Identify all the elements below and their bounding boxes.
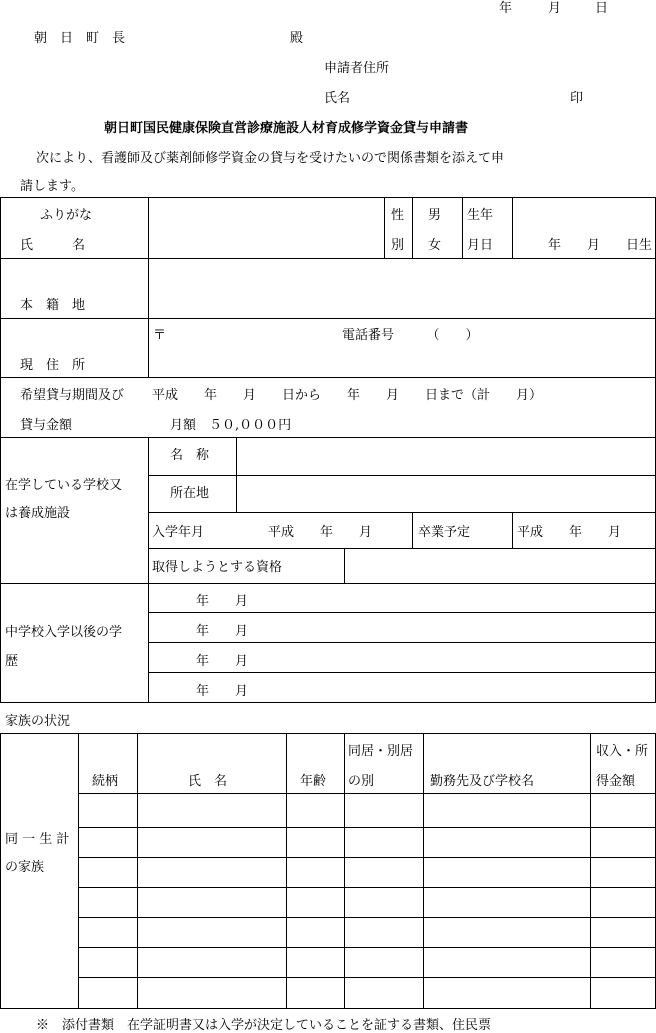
attachment-footnote: ※ 添付書類 在学証明書又は入学が決定していることを証する書類、住民票 (36, 1018, 492, 1033)
name-label: 氏 名 (20, 238, 86, 253)
col-income-header-2: 得金額 (596, 774, 636, 789)
phone-label: 電話番号 （ ） (342, 328, 479, 343)
intro-line-1: 次により、看護師及び薬剤師修学資金の貸与を受けたいので関係書類を添えて申 (36, 151, 505, 166)
history-row[interactable]: 年 月 (196, 594, 249, 609)
family-side-label-1: 同 一 生 計 (5, 832, 70, 847)
intro-line-2: 請します。 (20, 179, 84, 194)
date-year-label: 年 (499, 1, 513, 16)
qualification-label: 取得しようとする資格 (152, 560, 283, 575)
honorific: 殿 (290, 31, 304, 46)
history-row[interactable]: 年 月 (196, 624, 249, 639)
col-relation-header: 続柄 (92, 774, 119, 789)
col-income-header-1: 収入・所 (596, 744, 649, 759)
name-field[interactable] (150, 199, 382, 257)
graduation-value[interactable]: 平成 年 月 (517, 525, 622, 540)
graduation-label: 卒業予定 (418, 525, 471, 540)
enroll-label: 入学年月 (152, 525, 205, 540)
qualification-field[interactable] (346, 550, 654, 582)
history-label-2: 歴 (5, 654, 19, 669)
birth-label-1: 生年 (467, 208, 494, 223)
sex-label-2: 別 (391, 238, 405, 253)
sex-option-male[interactable]: 男 (428, 208, 442, 223)
period-value[interactable]: 平成 年 月 日から 年 月 日まで（計 月） (152, 388, 543, 403)
history-row[interactable]: 年 月 (196, 654, 249, 669)
sex-label-1: 性 (391, 208, 405, 223)
col-cohabit-header-1: 同居・別居 (348, 744, 414, 759)
history-row[interactable]: 年 月 (196, 684, 249, 699)
school-location-label: 所在地 (170, 486, 210, 501)
period-label-2: 貸与金額 (20, 418, 73, 433)
date-day-label: 日 (595, 1, 609, 16)
postal-mark: 〒 (153, 328, 167, 343)
addressee: 朝 日 町 長 (34, 31, 126, 46)
sex-option-female[interactable]: 女 (428, 238, 442, 253)
history-label-1: 中学校入学以後の学 (5, 625, 123, 640)
col-work-header: 勤務先及び学校名 (430, 774, 535, 789)
school-label-2: は養成施設 (5, 506, 71, 521)
birth-label-2: 月日 (467, 238, 494, 253)
col-age-header: 年齢 (300, 774, 327, 789)
col-name-header: 氏 名 (188, 774, 228, 789)
domicile-label: 本 籍 地 (20, 298, 86, 313)
domicile-field[interactable] (150, 260, 654, 317)
school-name-label: 名 称 (170, 448, 210, 463)
date-month-label: 月 (548, 1, 562, 16)
period-label-1: 希望貸与期間及び (20, 388, 125, 403)
school-label-1: 在学している学校又 (5, 478, 123, 493)
document-title: 朝日町国民健康保険直営診療施設人材育成修学資金貸与申請書 (104, 121, 469, 136)
address-label: 現 住 所 (20, 358, 86, 373)
birth-date-value[interactable]: 年 月 日生 (548, 238, 653, 253)
seal-mark: 印 (570, 91, 584, 106)
applicant-name-label: 氏名 (324, 91, 351, 106)
applicant-address-label: 申請者住所 (324, 61, 390, 76)
enroll-value[interactable]: 平成 年 月 (268, 525, 373, 540)
family-section-title: 家族の状況 (5, 714, 71, 729)
furigana-label: ふりがな (40, 208, 93, 223)
amount-value: 月額 ５０,０００円 (170, 418, 292, 433)
family-side-label-2: の家族 (5, 860, 45, 875)
col-cohabit-header-2: の別 (348, 774, 375, 789)
